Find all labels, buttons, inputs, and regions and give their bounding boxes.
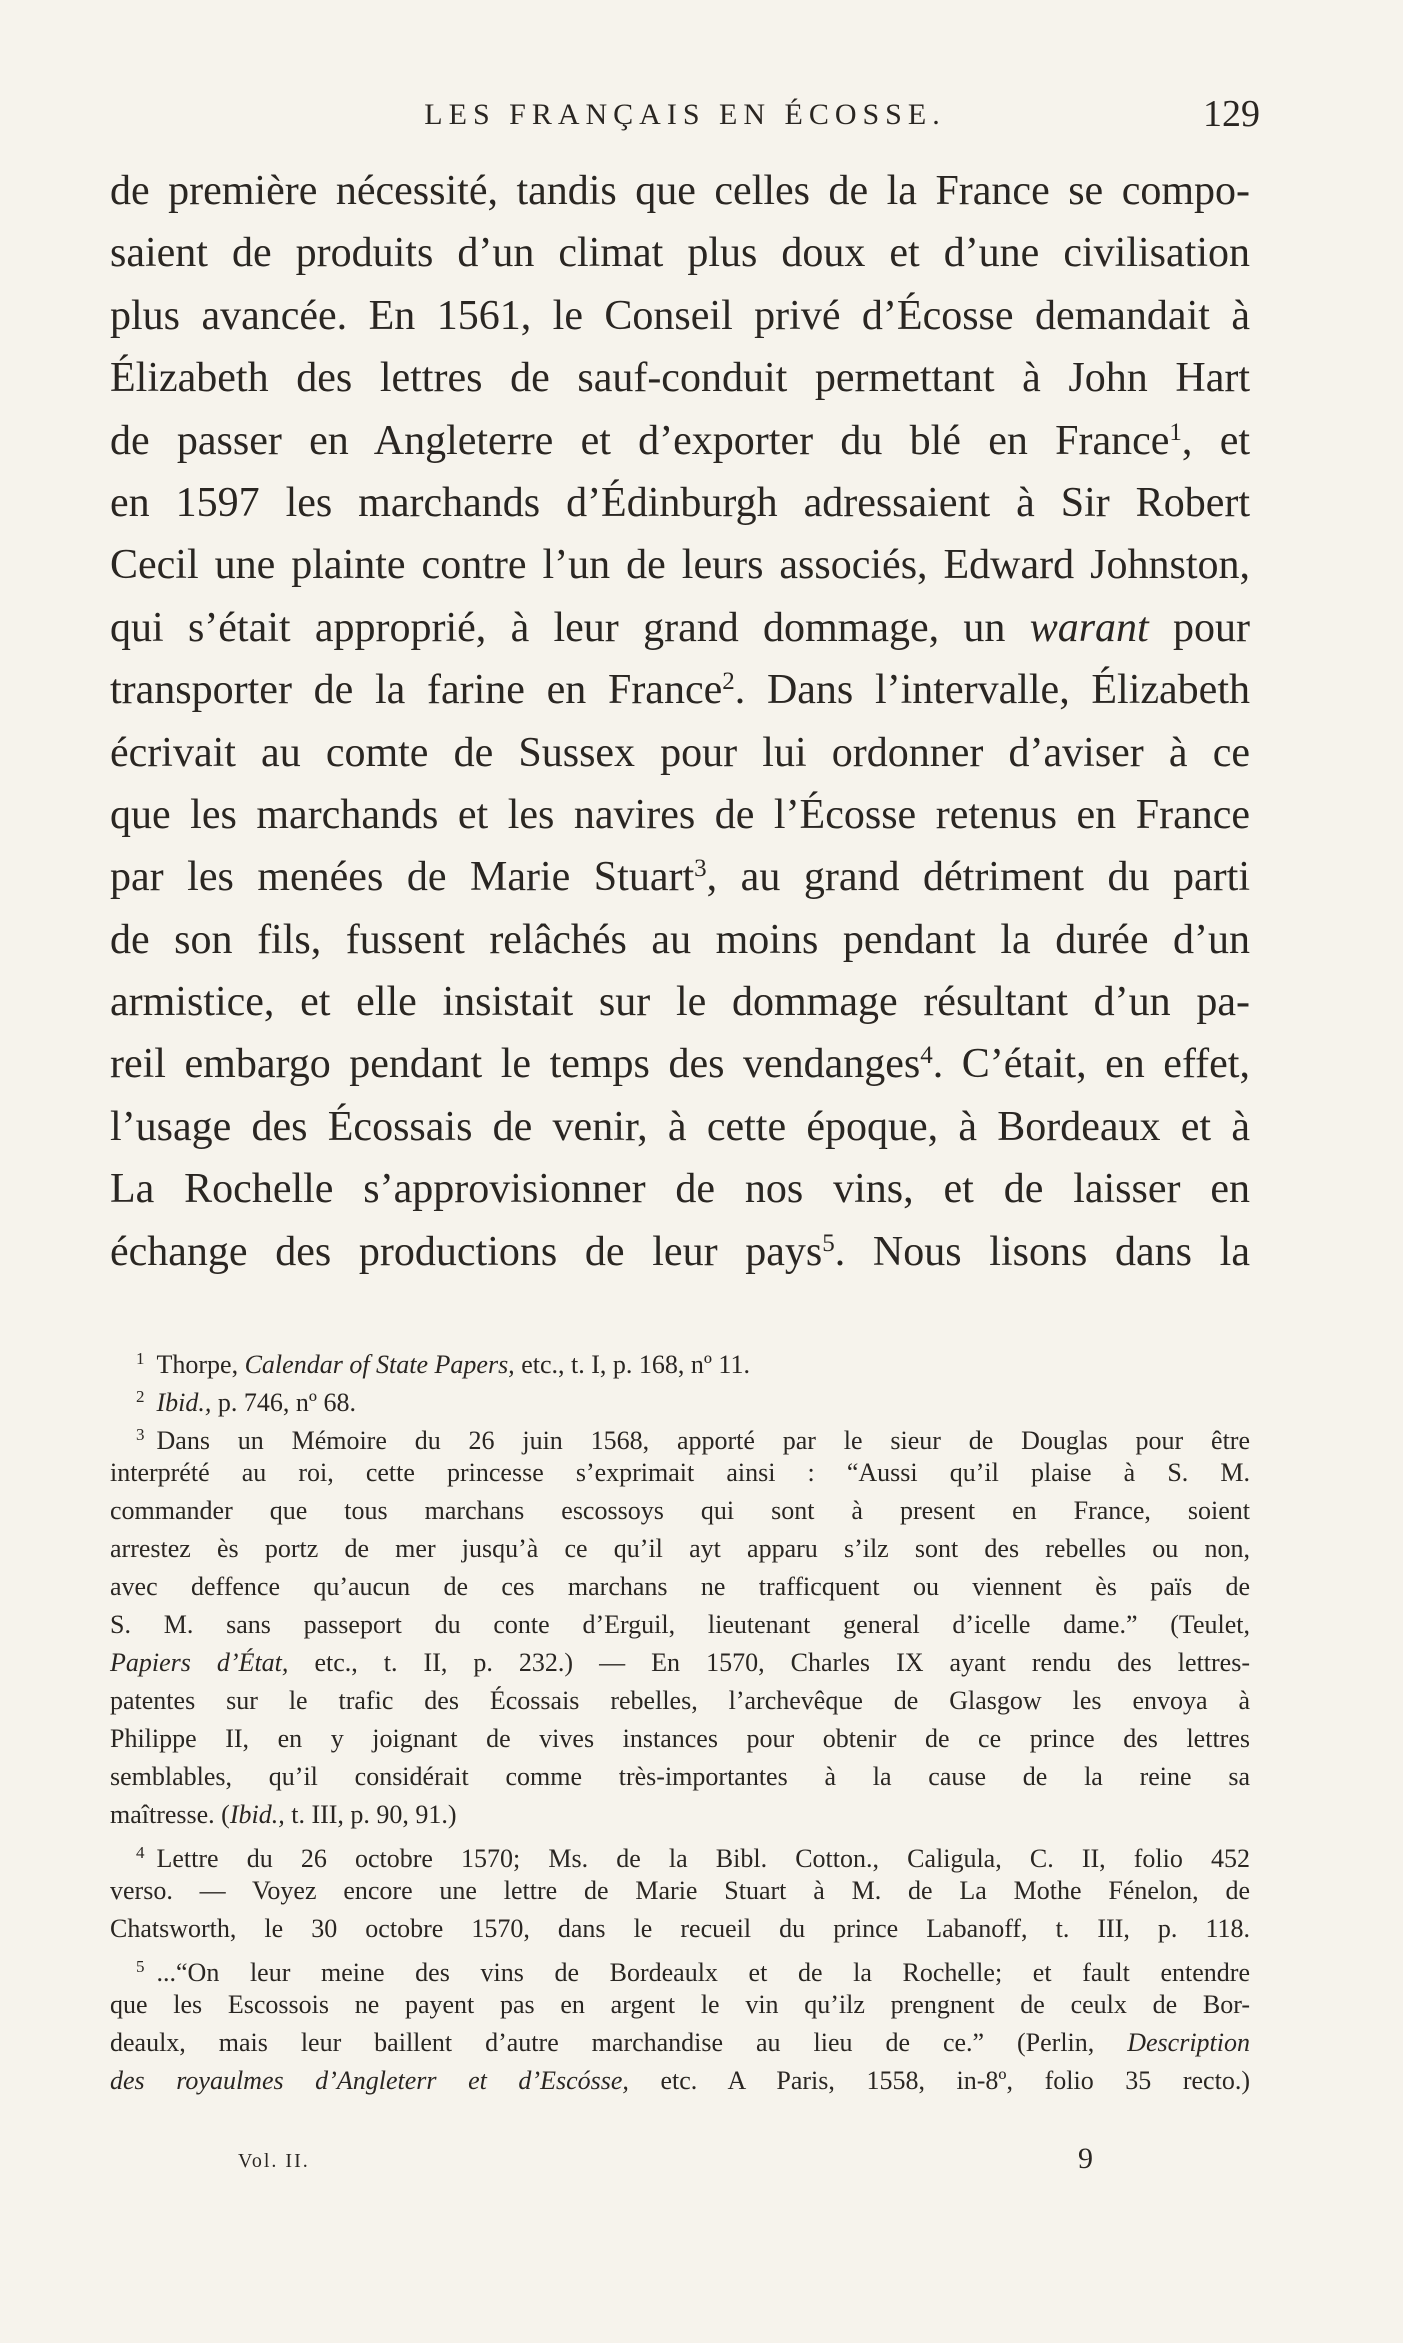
footnote-number: 2 bbox=[136, 1387, 145, 1406]
footnote-line: avec deffence qu’aucun de ces marchans ne trafficquent ou viennent ès païs de bbox=[110, 1572, 1250, 1601]
footnote-5 bbox=[110, 1948, 1250, 1986]
text-segment: qui s’était approprié, à leur grand dommage, un bbox=[110, 604, 1030, 651]
text-segment: . Dans l’intervalle, Élizabeth bbox=[734, 667, 1250, 714]
italic-title: Calendar of State Papers, bbox=[244, 1350, 515, 1379]
running-head bbox=[110, 92, 1260, 142]
footnote-1 bbox=[110, 1340, 1250, 1378]
italic-title: Ibid., bbox=[229, 1800, 285, 1829]
italic-title: Ibid., bbox=[156, 1388, 212, 1417]
text-segment: Thorpe, bbox=[156, 1350, 245, 1379]
footnote-number: 3 bbox=[136, 1425, 145, 1444]
text-segment: etc., t. I, p. 168, nº 11. bbox=[514, 1350, 750, 1379]
text-line: l’usage des Écossais de venir, à cette époque, à Bordeaux et à bbox=[110, 1103, 1250, 1150]
footnote-line bbox=[110, 2024, 1250, 2062]
italic-title: des royaulmes d’Angleterr et d’Escósse, bbox=[110, 2066, 629, 2095]
footnote-line: patentes sur le trafic des Écossais rebelles, l’archevêque de Glasgow les envoya à bbox=[110, 1686, 1250, 1715]
footnote-line: semblables, qu’il considérait comme très-importantes à la cause de la reine sa bbox=[110, 1762, 1250, 1791]
text-segment: etc. A Paris, 1558, in-8º, folio 35 recto.) bbox=[628, 2066, 1250, 2095]
footnote-2 bbox=[110, 1378, 1250, 1416]
italic-title: Description bbox=[1127, 2028, 1250, 2057]
running-title: LES FRANÇAIS EN ÉCOSSE. bbox=[424, 98, 946, 131]
text-segment: . Nous lisons dans la bbox=[834, 1228, 1250, 1275]
footnote-line: que les Escossois ne payent pas en argent le vin qu’ilz prengnent de ceulx de Bor- bbox=[110, 1990, 1250, 2019]
text-segment: , au grand détriment du parti bbox=[706, 854, 1250, 901]
footnote-4 bbox=[110, 1834, 1250, 1872]
footnote-number: 4 bbox=[136, 1843, 145, 1862]
text-line: plus avancée. En 1561, le Conseil privé d’Écosse demandait à bbox=[110, 292, 1250, 339]
text-line bbox=[110, 597, 1250, 659]
page-number: 129 bbox=[1203, 93, 1260, 135]
footnote-ref-4[interactable]: 4 bbox=[920, 1042, 933, 1070]
text-line bbox=[110, 846, 1250, 908]
text-segment: Lettre du 26 octobre 1570; Ms. de la Bibl. Cotton., Caligula, C. II, folio 452 bbox=[156, 1844, 1250, 1873]
text-line bbox=[110, 1221, 1250, 1283]
footnote-ref-2[interactable]: 2 bbox=[722, 668, 735, 696]
footnote-3 bbox=[110, 1416, 1250, 1454]
text-line: La Rochelle s’approvisionner de nos vins, et de laisser en bbox=[110, 1166, 1250, 1213]
footnote-line: Chatsworth, le 30 octobre 1570, dans le recueil du prince Labanoff, t. III, p. 118. bbox=[110, 1914, 1250, 1943]
footnote-ref-1[interactable]: 1 bbox=[1169, 418, 1182, 446]
text-line: en 1597 les marchands d’Édinburgh adressaient à Sir Robert bbox=[110, 479, 1250, 526]
footnote-line: arrestez ès portz de mer jusqu’à ce qu’il ayt apparu s’ilz sont des rebelles ou non, bbox=[110, 1534, 1250, 1563]
italic-title: Papiers d’État, bbox=[110, 1648, 289, 1677]
text-line: Cecil une plainte contre l’un de leurs associés, Edward Johnston, bbox=[110, 542, 1250, 589]
text-segment: reil embargo pendant le temps des vendanges bbox=[110, 1041, 921, 1088]
text-segment: maîtresse. ( bbox=[110, 1800, 230, 1829]
footnote-number: 1 bbox=[136, 1349, 145, 1368]
footnote-line: interprété au roi, cette princesse s’exprimait ainsi : “Aussi qu’il plaise à S. M. bbox=[110, 1458, 1250, 1487]
footnote-ref-5[interactable]: 5 bbox=[822, 1229, 835, 1257]
text-segment: etc., t. II, p. 232.) — En 1570, Charles IX ayant rendu des lettres- bbox=[288, 1648, 1250, 1677]
text-segment: de passer en Angleterre et d’exporter du blé en France bbox=[110, 417, 1170, 464]
footnote-number: 5 bbox=[136, 1957, 145, 1976]
text-segment: pour bbox=[1148, 604, 1250, 651]
volume-signature: Vol. II. bbox=[238, 2150, 310, 2172]
text-segment: Dans un Mémoire du 26 juin 1568, apporté par le sieur de Douglas pour être bbox=[156, 1426, 1250, 1455]
text-segment: , et bbox=[1181, 417, 1251, 464]
text-segment: deaulx, mais leur baillent d’autre marchandise au lieu de ce.” (Perlin, bbox=[110, 2028, 1128, 2057]
text-segment: . C’était, en effet, bbox=[932, 1041, 1250, 1088]
text-segment: p. 746, nº 68. bbox=[211, 1388, 356, 1417]
footnote-line: Philippe II, en y joignant de vives instances pour obtenir de ce prince des lettres bbox=[110, 1724, 1250, 1753]
signature-number: 9 bbox=[1078, 2142, 1093, 2175]
text-line: armistice, et elle insistait sur le dommage résultant d’un pa- bbox=[110, 979, 1250, 1026]
footnote-ref-3[interactable]: 3 bbox=[694, 855, 707, 883]
text-line: écrivait au comte de Sussex pour lui ordonner d’aviser à ce bbox=[110, 729, 1250, 776]
text-segment: échange des productions de leur pays bbox=[110, 1228, 823, 1275]
text-segment: t. III, p. 90, 91.) bbox=[284, 1800, 457, 1829]
text-line: saient de produits d’un climat plus doux et d’une civilisation bbox=[110, 230, 1250, 277]
footnote-line bbox=[110, 1796, 1250, 1834]
text-line: que les marchands et les navires de l’Écosse retenus en France bbox=[110, 791, 1250, 838]
text-segment: ...“On leur meine des vins de Bordeaulx et de la Rochelle; et fault entendre bbox=[156, 1958, 1250, 1987]
text-line bbox=[110, 659, 1250, 721]
footnote-line bbox=[110, 2062, 1250, 2100]
text-line: de son fils, fussent relâchés au moins pendant la durée d’un bbox=[110, 916, 1250, 963]
footnote-line: S. M. sans passeport du conte d’Erguil, lieutenant general d’icelle dame.” (Teulet, bbox=[110, 1610, 1250, 1639]
text-segment: par les menées de Marie Stuart bbox=[110, 854, 695, 901]
main-text bbox=[110, 160, 1250, 1283]
footnotes bbox=[110, 1340, 1250, 2100]
text-line: de première nécessité, tandis que celles de la France se compo- bbox=[110, 168, 1250, 214]
text-line: Élizabeth des lettres de sauf-conduit permettant à John Hart bbox=[110, 355, 1250, 402]
italic-term: warant bbox=[1029, 604, 1149, 651]
text-line bbox=[110, 410, 1250, 472]
text-line bbox=[110, 1033, 1250, 1095]
footnote-line bbox=[110, 1644, 1250, 1682]
footnote-line: commander que tous marchans escossoys qui sont à present en France, soient bbox=[110, 1496, 1250, 1525]
footnote-line: verso. — Voyez encore une lettre de Marie Stuart à M. de La Mothe Fénelon, de bbox=[110, 1876, 1250, 1905]
text-segment: transporter de la farine en France bbox=[110, 667, 723, 714]
